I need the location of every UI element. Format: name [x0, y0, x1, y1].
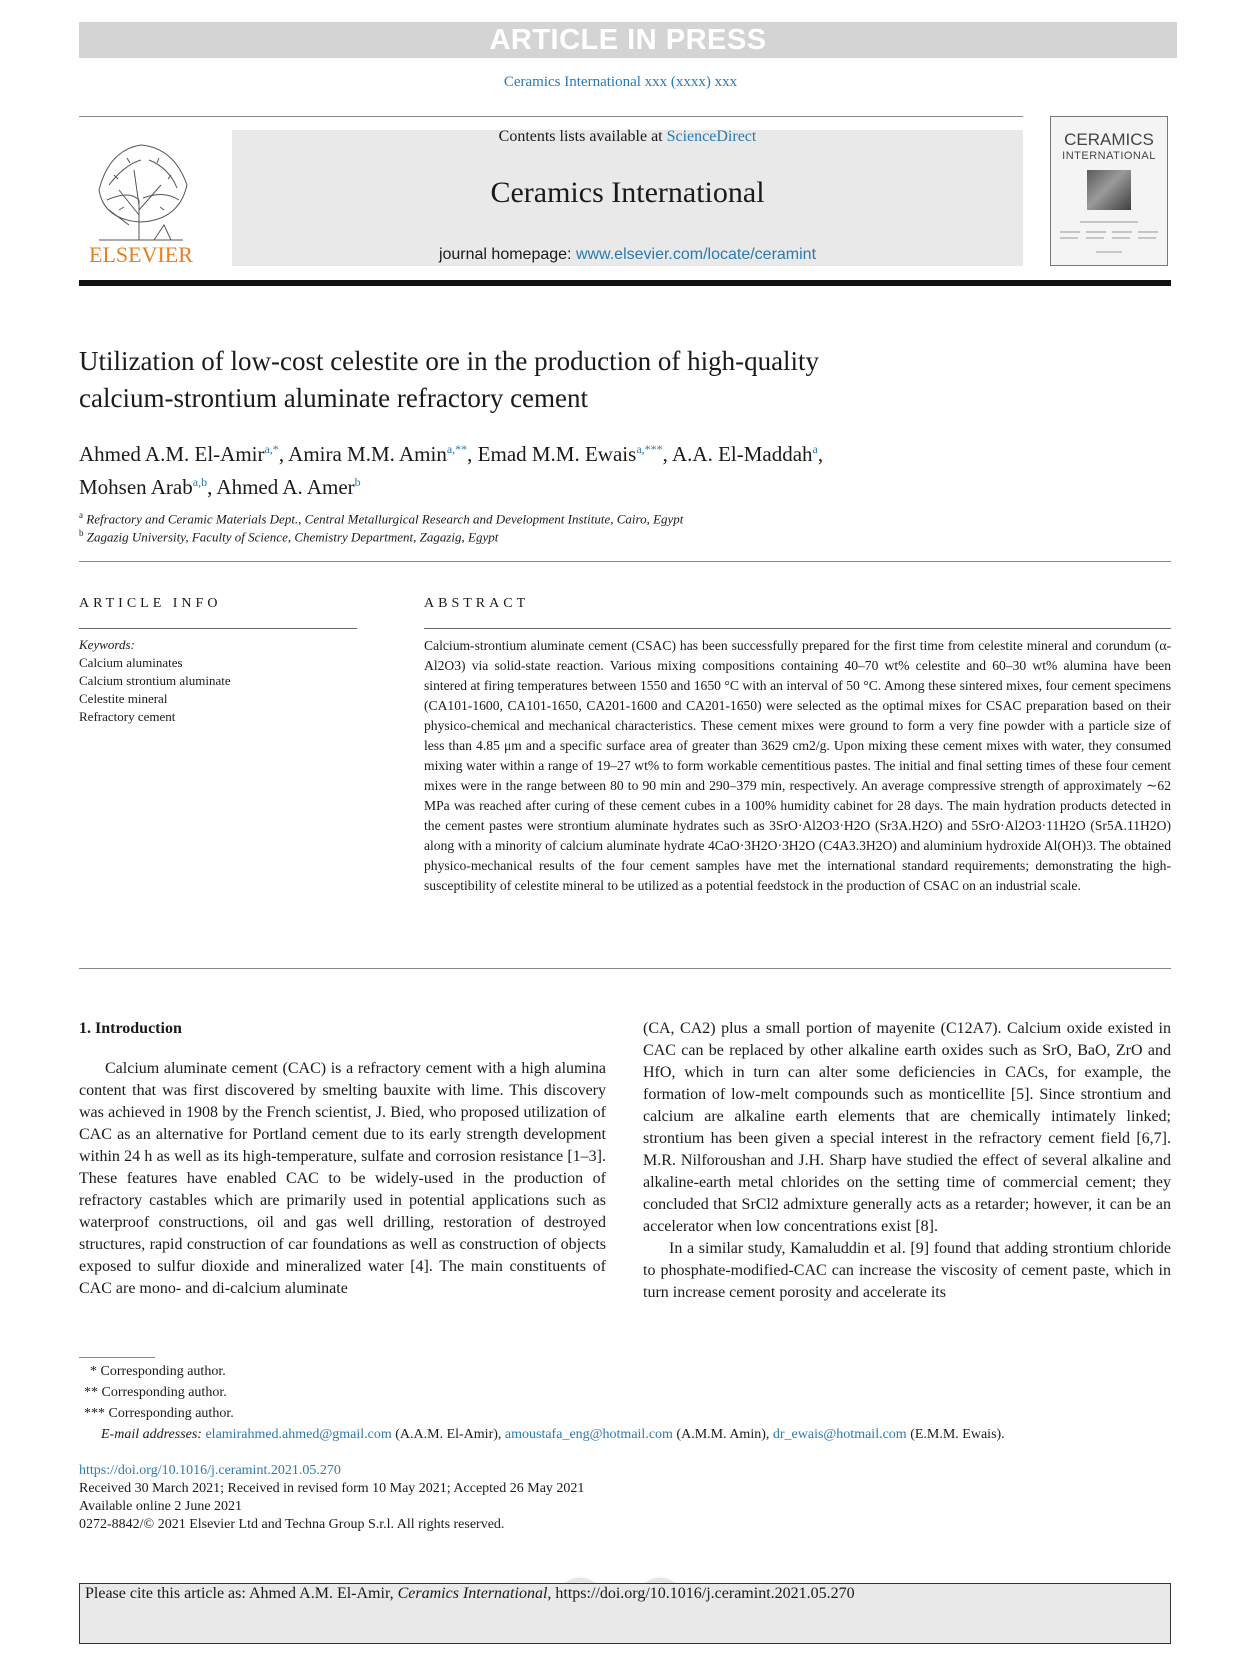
email-link[interactable]: amoustafa_eng@hotmail.com	[504, 1427, 673, 1442]
article-in-press-banner: ARTICLE IN PRESS	[79, 22, 1177, 58]
abstract-heading: ABSTRACT	[424, 596, 530, 611]
cite-prefix: Please cite this article as: Ahmed A.M. El-Amir,	[85, 1585, 398, 1602]
author-name[interactable]: Amira M.M. Amin	[288, 442, 447, 466]
body-right-column	[643, 1018, 1171, 1304]
author-affiliation-mark[interactable]: a,**	[446, 442, 468, 456]
keywords-label: Keywords:	[79, 637, 135, 652]
contents-line	[232, 128, 1023, 146]
affiliation-a	[79, 510, 683, 527]
author-list: Ahmed A.M. El-Amir$^{a,*}$, Amira M.M. Amin$^{a,**}$, Emad M.M. Ewais$^{a,***}$, A.A. El-Maddah$^a$, Mohsen Arab$^{a,b}$, Ahmed A. Amer$^b$	[79, 442, 824, 499]
affiliation-mark: a	[79, 510, 83, 520]
contents-prefix: Contents lists available at	[498, 128, 667, 145]
keyword-item: Calcium aluminates	[79, 655, 183, 670]
author-affiliation-mark[interactable]: a,b	[192, 475, 208, 489]
keyword-item: Refractory cement	[79, 709, 176, 724]
sciencedirect-link[interactable]: ScienceDirect	[666, 128, 757, 145]
footnote-corresponding-2: ** Corresponding author.	[84, 1385, 227, 1400]
email-link[interactable]: elamirahmed.ahmed@gmail.com	[205, 1427, 392, 1442]
affiliation-b	[79, 528, 498, 545]
author-affiliation-mark[interactable]: a,***	[636, 442, 663, 456]
author-name[interactable]: Ahmed A. Amer	[216, 475, 355, 499]
journal-title: Ceramics International	[490, 176, 765, 209]
divider	[79, 968, 1171, 969]
doi-link[interactable]: https://doi.org/10.1016/j.ceramint.2021.05.270	[79, 1463, 341, 1478]
cover-title-line-1: CERAMICS	[1064, 130, 1154, 149]
keyword-item: Celestite mineral	[79, 691, 168, 706]
journal-reference[interactable]: Ceramics International xxx (xxxx) xxx	[503, 74, 738, 90]
article-info-heading: ARTICLE INFO	[79, 596, 222, 611]
footnote-corresponding-3: *** Corresponding author.	[84, 1406, 234, 1421]
footnote-corresponding-1: * Corresponding author.	[90, 1364, 226, 1379]
cover-image	[1087, 170, 1131, 210]
section-title-introduction: 1. Introduction	[79, 1020, 182, 1037]
body-paragraph: In a similar study, Kamaluddin et al. [9] found that adding strontium chloride to phosphate-modified-CAC can increase the viscosity of cement paste, which in turn increase cement porosity and accelerate its	[643, 1240, 1171, 1301]
affiliation-text: Zagazig University, Faculty of Science, Chemistry Department, Zagazig, Egypt	[86, 529, 499, 545]
affiliation-mark: b	[79, 528, 84, 538]
cover-title-line-2: INTERNATIONAL	[1062, 150, 1156, 162]
footnote-divider	[79, 1357, 155, 1358]
title-line-1: Utilization of low-cost celestite ore in the production of high-quality	[79, 346, 820, 376]
abstract-text: Calcium-strontium aluminate cement (CSAC) has been successfully prepared for the first time from celestite mineral and corundum (α-Al2O3) via solid-state reaction. Various mixing compositions containing 40–70 wt% celestite and 60–30 wt% alumina have been sintered at firing temperatures between 1550 and 1650 °C with an interval of 50 °C. Among these sintered mixes, four cement specimens (CA101-1600, CA101-1650, CA201-1600 and CA201-1650) were selected as the optimal mixes for CSAC preparation based on their physico-chemical and mechanical characteristics. These cement mixes were ground to form a very fine powder with a particle size of less than 4.85 μm and a specific surface area of greater than 3629 cm2/g. Upon mixing these cement mixes with water, they consumed mixing water within a range of 19–27 wt% to form workable cementitious pastes. The initial and final setting times of these four cement mixes were in the range between 80 to 90 min and 290–379 min, respectively. An average compressive strength of approximately ∼62 MPa was reached after curing of these cement cubes in a 100% humidity cabinet for 28 days. The main hydration products detected in the cement pastes were strontium aluminate hydrates such as 3SrO·Al2O3·H2O (Sr3A.H2O) and 5SrO·Al2O3·11H2O (Sr5A.11H2O) along with a minority of calcium aluminate hydrate 4CaO·3H2O·3H2O (C4A3.3H2O) and aluminium hydroxide Al(OH)3. The obtained physico-mechanical results of the four cement samples have met the international standard requirements; demonstrating the high-susceptibility of celestite mineral to be utilized as a potential feedstock in the production of CSAC on an industrial scale.	[424, 638, 1171, 893]
header-thick-divider	[79, 280, 1171, 286]
elsevier-wordmark: ELSEVIER	[89, 242, 193, 267]
email-owner: (E.M.M. Ewais).	[906, 1427, 1005, 1442]
author-affiliation-mark[interactable]: a,*	[264, 442, 279, 456]
keywords-block	[79, 636, 231, 726]
email-link[interactable]: dr_ewais@hotmail.com	[772, 1427, 907, 1442]
email-label: E-mail addresses:	[101, 1427, 202, 1442]
title-line-2: calcium-strontium aluminate refractory cement	[79, 383, 589, 413]
body-paragraph: Calcium aluminate cement (CAC) is a refractory cement with a high alumina content that was first discovered by smelting bauxite with lime. This discovery was achieved in 1908 by the French scientist, J. Bied, who proposed utilization of CAC as an alternative for Portland cement due to its early strength development within 24 h as well as its high-temperature, sulfate and corrosion resistance [1–3]. These features have enabled CAC to be widely-used in the production of refractory castables which are primarily used in potential applications such as waterproof constructions, oil and gas well drilling, restoration of destroyed structures, rapid construction of car foundations as well as construction of objects exposed to sulfur dioxide and mineralized water [4]. The main constituents of CAC are mono- and di-calcium aluminate	[79, 1060, 606, 1297]
article-title	[79, 343, 979, 417]
homepage-prefix: journal homepage:	[438, 246, 576, 263]
abstract-divider	[424, 628, 1171, 629]
article-info-divider	[79, 628, 357, 629]
homepage-line	[232, 246, 1023, 264]
keyword-item: Calcium strontium aluminate	[79, 673, 231, 688]
received-dates: Received 30 March 2021; Received in revised form 10 May 2021; Accepted 26 May 2021	[79, 1481, 585, 1496]
email-owner: (A.A.M. El-Amir),	[391, 1427, 505, 1442]
header-divider	[79, 116, 1023, 117]
cite-suffix[interactable]: , https://doi.org/10.1016/j.ceramint.2021.05.270	[547, 1585, 855, 1602]
cite-text	[85, 1585, 855, 1603]
author-name[interactable]: A.A. El-Maddah	[671, 442, 813, 466]
author-name[interactable]: Emad M.M. Ewais	[477, 442, 637, 466]
email-addresses	[101, 1427, 1005, 1443]
cover-text-lines	[1060, 220, 1158, 260]
copyright-line: 0272-8842/© 2021 Elsevier Ltd and Techna Group S.r.l. All rights reserved.	[79, 1517, 505, 1532]
divider	[79, 561, 1171, 562]
author-affiliation-mark[interactable]: b	[354, 475, 361, 489]
author-name[interactable]: Mohsen Arab	[79, 475, 193, 499]
cite-journal: Ceramics International	[397, 1585, 548, 1602]
email-owner: (A.M.M. Amin),	[672, 1427, 773, 1442]
affiliation-text: Refractory and Ceramic Materials Dept., Central Metallurgical Research and Development Institute, Cairo, Egypt	[86, 511, 684, 527]
online-date: Available online 2 June 2021	[79, 1499, 243, 1514]
elsevier-tree-logo	[79, 130, 203, 268]
author-name[interactable]: Ahmed A.M. El-Amir	[79, 442, 265, 466]
body-paragraph: (CA, CA2) plus a small portion of mayenite (C12A7). Calcium oxide existed in CAC can be replaced by other alkaline earth oxides such as SrO, BaO, ZrO and HfO, which in turn can alter some deficiencies in CACs, for example, the formation of low-melt compounds such as monticellite [5]. Since strontium and calcium are alkaline earth elements that are chemically intimately linked; strontium has been given a special interest in the refractory cement field [6,7]. M.R. Nilforoushan and J.H. Sharp have studied the effect of several alkaline and alkaline-earth metal chlorides on the setting time of commercial cement; they concluded that SrCl2 admixture generally acts as a retarder; however, it can be an accelerator when low concentrations exist [8].	[643, 1020, 1171, 1235]
homepage-link[interactable]: www.elsevier.com/locate/ceramint	[575, 246, 817, 263]
body-left-column	[79, 1018, 606, 1300]
author-affiliation-mark[interactable]: a	[812, 442, 818, 456]
